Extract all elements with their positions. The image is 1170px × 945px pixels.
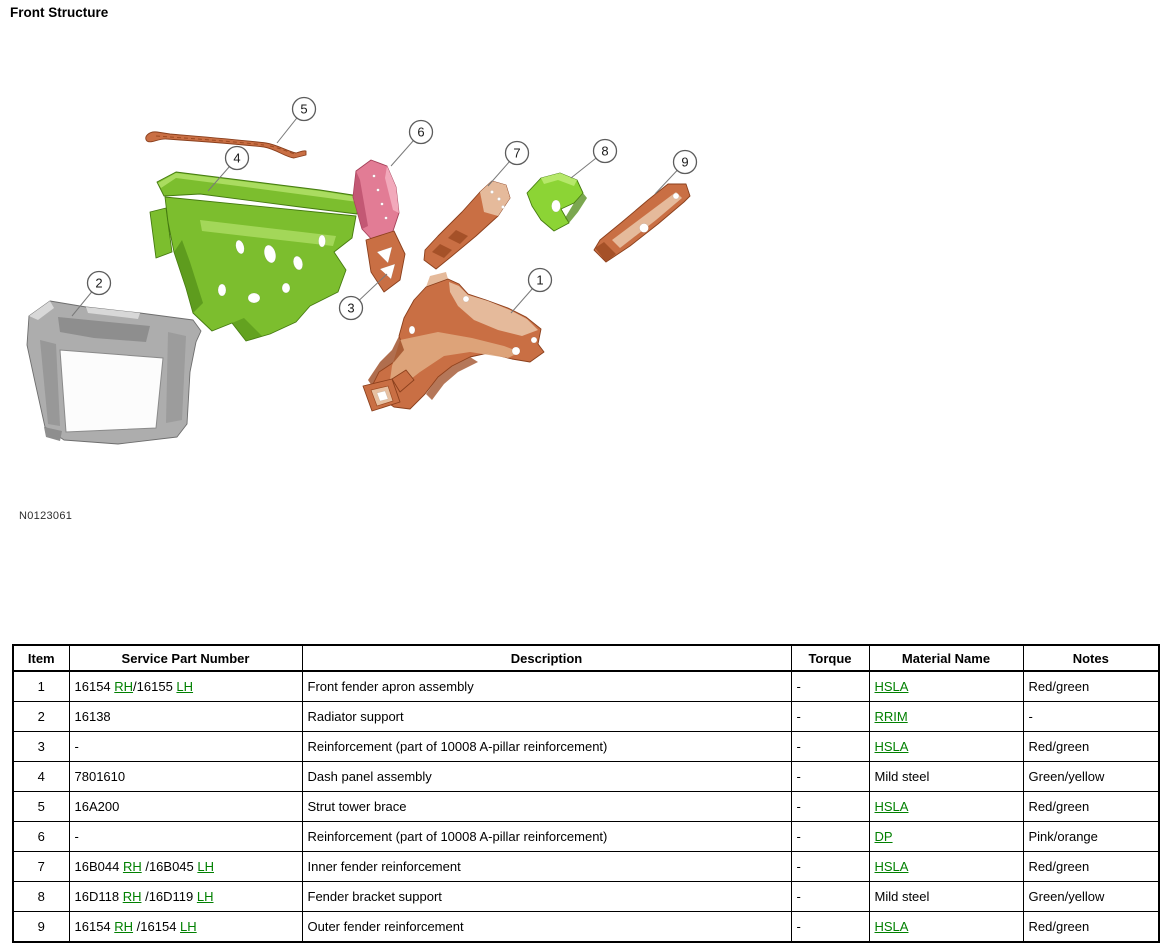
column-header: Item: [13, 645, 69, 671]
cell-text: /16155: [133, 679, 177, 694]
material-link[interactable]: HSLA: [874, 799, 909, 814]
cell-text: -: [74, 829, 79, 844]
description-cell: Strut tower brace: [302, 792, 791, 822]
balloon-number: 5: [300, 101, 308, 117]
cell-text: 16A200: [74, 799, 120, 814]
part-number-link[interactable]: LH: [196, 889, 214, 904]
part-number-cell: [69, 912, 302, 943]
radiator-support-part: [27, 301, 201, 444]
item-cell: 1: [13, 671, 69, 702]
material-link[interactable]: HSLA: [874, 679, 909, 694]
cell-text: 16D118: [74, 889, 123, 904]
item-cell: 2: [13, 702, 69, 732]
item-cell: 6: [13, 822, 69, 852]
notes-cell: Red/green: [1023, 852, 1159, 882]
fender-bracket-support-part: [527, 173, 587, 231]
notes-cell: Green/yellow: [1023, 762, 1159, 792]
part-number-link[interactable]: LH: [180, 919, 197, 934]
part-number-link[interactable]: RH: [114, 679, 134, 694]
part-number-cell: [69, 762, 302, 792]
callout-balloon: [391, 121, 433, 167]
material-link[interactable]: HSLA: [874, 919, 909, 934]
item-cell: 3: [13, 732, 69, 762]
torque-cell: -: [791, 852, 869, 882]
material-cell: [869, 882, 1023, 912]
column-header: Service Part Number: [69, 645, 302, 671]
callout-balloon: [571, 140, 617, 179]
material-link[interactable]: HSLA: [874, 859, 909, 874]
notes-cell: Green/yellow: [1023, 882, 1159, 912]
page-title: Front Structure: [10, 5, 109, 20]
item-cell: 9: [13, 912, 69, 943]
table-row: [13, 762, 1159, 792]
part-number-cell: [69, 822, 302, 852]
figure-id-label: N0123061: [19, 510, 73, 522]
torque-cell: -: [791, 732, 869, 762]
column-header: Material Name: [869, 645, 1023, 671]
cell-text: /16154: [133, 919, 181, 934]
material-cell: [869, 912, 1023, 943]
description-cell: Front fender apron assembly: [302, 671, 791, 702]
cell-text: /16B045: [141, 859, 198, 874]
column-header: Notes: [1023, 645, 1159, 671]
balloon-number: 1: [536, 272, 544, 288]
cell-text: 16154: [74, 679, 115, 694]
part-number-link[interactable]: RH: [114, 919, 134, 934]
material-link[interactable]: HSLA: [874, 739, 909, 754]
callout-balloon: [511, 269, 552, 314]
table-row: [13, 912, 1159, 943]
table-row: [13, 882, 1159, 912]
cell-text: 16154: [74, 919, 115, 934]
part-number-link[interactable]: LH: [176, 679, 194, 694]
table-row: [13, 852, 1159, 882]
torque-cell: -: [791, 912, 869, 943]
description-cell: Outer fender reinforcement: [302, 912, 791, 943]
table-row: [13, 732, 1159, 762]
part-number-cell: [69, 732, 302, 762]
cell-text: 16B044: [74, 859, 123, 874]
cell-text: Mild steel: [874, 769, 930, 784]
item-cell: 4: [13, 762, 69, 792]
torque-cell: -: [791, 762, 869, 792]
torque-cell: -: [791, 822, 869, 852]
part-number-link[interactable]: LH: [197, 859, 214, 874]
material-cell: [869, 762, 1023, 792]
description-cell: Radiator support: [302, 702, 791, 732]
part-number-link[interactable]: RH: [122, 889, 142, 904]
parts-table: [12, 644, 1160, 943]
item-cell: 8: [13, 882, 69, 912]
table-row: [13, 822, 1159, 852]
material-cell: [869, 792, 1023, 822]
description-cell: Dash panel assembly: [302, 762, 791, 792]
description-cell: Reinforcement (part of 10008 A-pillar reinforcement): [302, 822, 791, 852]
material-link[interactable]: RRIM: [874, 709, 908, 724]
notes-cell: Red/green: [1023, 671, 1159, 702]
part-number-link[interactable]: RH: [122, 859, 142, 874]
notes-cell: Red/green: [1023, 792, 1159, 822]
balloon-number: 2: [95, 275, 103, 291]
description-cell: Reinforcement (part of 10008 A-pillar reinforcement): [302, 732, 791, 762]
balloon-number: 7: [513, 145, 521, 161]
cell-text: -: [74, 739, 79, 754]
torque-cell: -: [791, 671, 869, 702]
dash-panel-assembly-part: [150, 172, 359, 341]
part-number-cell: [69, 852, 302, 882]
part-number-cell: [69, 671, 302, 702]
table-row: [13, 702, 1159, 732]
cell-text: 16138: [74, 709, 111, 724]
parts-table-head: [13, 645, 1159, 671]
table-row: [13, 792, 1159, 822]
torque-cell: -: [791, 882, 869, 912]
material-cell: [869, 732, 1023, 762]
cell-text: 7801610: [74, 769, 126, 784]
header-row: [13, 645, 1159, 671]
material-cell: [869, 852, 1023, 882]
torque-cell: -: [791, 702, 869, 732]
notes-cell: -: [1023, 702, 1159, 732]
column-header: Torque: [791, 645, 869, 671]
item-cell: 5: [13, 792, 69, 822]
front-fender-apron-part: [363, 272, 544, 411]
material-cell: [869, 702, 1023, 732]
item-cell: 7: [13, 852, 69, 882]
cell-text: /16D119: [141, 889, 197, 904]
notes-cell: Red/green: [1023, 732, 1159, 762]
balloon-number: 4: [233, 150, 241, 166]
notes-cell: Red/green: [1023, 912, 1159, 943]
parts-table-body: [13, 671, 1159, 942]
outer-fender-reinforcement-part: [594, 184, 690, 262]
torque-cell: -: [791, 792, 869, 822]
description-cell: Inner fender reinforcement: [302, 852, 791, 882]
part-number-cell: [69, 882, 302, 912]
cell-text: Mild steel: [874, 889, 930, 904]
callout-balloon: [488, 142, 529, 187]
balloon-number: 3: [347, 300, 355, 316]
balloon-number: 6: [417, 124, 425, 140]
material-cell: [869, 671, 1023, 702]
table-row: [13, 671, 1159, 702]
callout-balloon: [340, 274, 388, 320]
balloon-number: 9: [681, 154, 689, 170]
a-pillar-reinforcement-upper-part: [353, 160, 399, 243]
notes-cell: Pink/orange: [1023, 822, 1159, 852]
callout-balloon: [277, 98, 316, 144]
part-number-cell: [69, 702, 302, 732]
part-number-cell: [69, 792, 302, 822]
material-cell: [869, 822, 1023, 852]
inner-fender-reinforcement-part: [424, 181, 510, 269]
a-pillar-reinforcement-lower-part: [366, 231, 405, 292]
column-header: Description: [302, 645, 791, 671]
balloon-number: 8: [601, 143, 609, 159]
material-link[interactable]: DP: [874, 829, 893, 844]
description-cell: Fender bracket support: [302, 882, 791, 912]
